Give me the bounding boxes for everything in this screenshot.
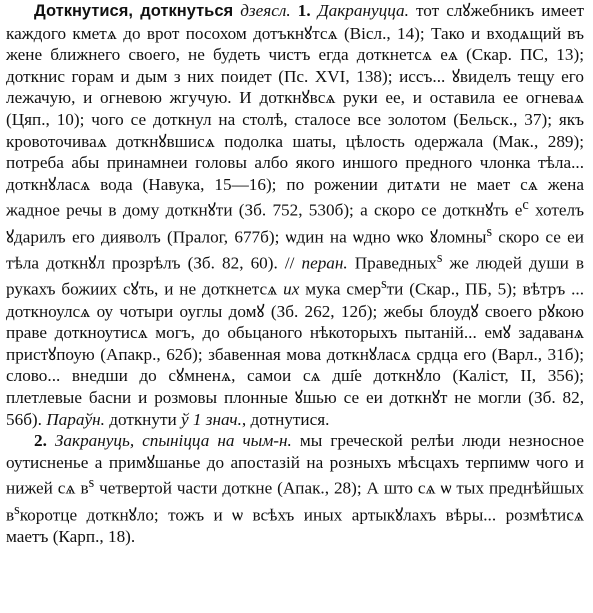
sense-2-sup-1: s bbox=[88, 475, 95, 492]
italic-ikh: их bbox=[283, 280, 300, 300]
dictionary-entry bbox=[6, 0, 584, 548]
headword: Доткнутися, доткнуться bbox=[34, 2, 234, 20]
sense-2-sup-2: s bbox=[14, 501, 20, 518]
see-reference: ў 1 знач. bbox=[180, 409, 242, 429]
sense-1-gloss: Дакрануцца. bbox=[317, 1, 409, 20]
sense-1-number: 1. bbox=[297, 1, 311, 20]
part-of-speech: дзеясл. bbox=[240, 1, 291, 20]
sense-1-text-h: доткнути bbox=[104, 409, 177, 429]
sense-1-sup-1: с bbox=[522, 197, 529, 214]
sense-1-text-a: тот слꙋжебникъ имеет каждого кметѧ до врот посохом дотъкнꙋтсѧ (Вісл., 14); Тако и входѧщий въ жене ближнего своего, не будеть чистъ егда доткнетсѧ еѧ (Скар. ПС, 13); доткнис горам и дым з них поидет (Пс. XVI, 138); иссъ... ꙋвиделъ тещу его лежачую, и огневою жгучую. И доткнꙋвсѧ руки ее, и оставила ее огневаѧ (Цяп., 10); чого се доткнул на столѣ, сталосе все золотом (Бельск., 37); якъ кровоточиваѧ доткнꙋвшисѧ подолка шаты, цѣлость одержала (Мак., 289); потреба абы принамнеи головы албо якого иншого предного члонка тѣла... доткнꙋласѧ вода (Навука, 15—16); по рожении дитѧти не мает сѧ жена жадное речы в дому доткнꙋти (Зб. 752, 530б); а скоро се доткнꙋть е bbox=[6, 1, 585, 221]
sense-2-text-b: четвертой части доткне (Апак., 28); А што сѧ ѡ тых преднѣйшых в bbox=[6, 479, 584, 525]
sense-1-text-e: же людей души в рукахъ божиих сꙋть, и не доткнетсѧ bbox=[6, 253, 585, 300]
sense-1-paragraph bbox=[6, 0, 584, 430]
sense-2-text-a: мы греческой релѣи люди незносное оутисненье а примꙋшанье до апостазій на розныхъ мѣсцахъ терпимѡ чого и нижей сѧ в bbox=[6, 431, 584, 499]
sense-1-text-f: мука смер bbox=[299, 280, 382, 300]
sense-2-gloss: Закрануць, спыніцца на чым-н. bbox=[54, 431, 292, 451]
sense-1-text-d: Праведных bbox=[347, 253, 437, 273]
sense-2-number: 2. bbox=[34, 431, 47, 451]
sense-1-text-i: , дотнутися. bbox=[241, 409, 330, 429]
label-parayn: Параўн. bbox=[46, 409, 105, 429]
sense-1-sup-2: s bbox=[486, 223, 493, 240]
sense-1-text-b: хотелъ ꙋдарилъ его дияволъ (Пралог, 677б); ѡдин на ѡдно ѡко ꙋломны bbox=[6, 201, 584, 247]
sense-2-paragraph bbox=[6, 430, 584, 547]
sense-1-sup-4: s bbox=[381, 276, 387, 293]
sense-2-text-c: коротце доткнꙋло; тожъ и ѡ всѣхъ иных артыкꙋлахъ вѣры... розмѣтисѧ маетъ (Карп., 18). bbox=[6, 505, 584, 547]
sense-1-sup-3: s bbox=[436, 250, 443, 266]
sense-1-text-c: скоро се еи тѣла доткнꙋл прозрѣлъ (Зб. 82, 60). // bbox=[6, 227, 584, 273]
sense-1-text-g: ти (Скар., ПБ, 5); вѣтръ ... доткноулсѧ оу чотыри оуглы домꙋ (Зб. 262, 12б); жебы блоудꙋ своего рꙋкою праве доткноутисѧ могъ, до обьцаного нѣкоторыхъ пытаній... емꙋ задаванѧ пристꙋпоую (Апакр., 62б); збавенная мова доткнꙋласѧ срдца его (Варл., 31б); слово... внедши до сꙋмненѧ, самои сѧ дш҃е доткнꙋло (Каліст, II, 356); плетлевые басни и розмовы плонные ꙋшью се еи доткнꙋт не могли (Зб. 82, 56б). bbox=[6, 280, 585, 429]
label-peran: перан. bbox=[301, 253, 348, 273]
